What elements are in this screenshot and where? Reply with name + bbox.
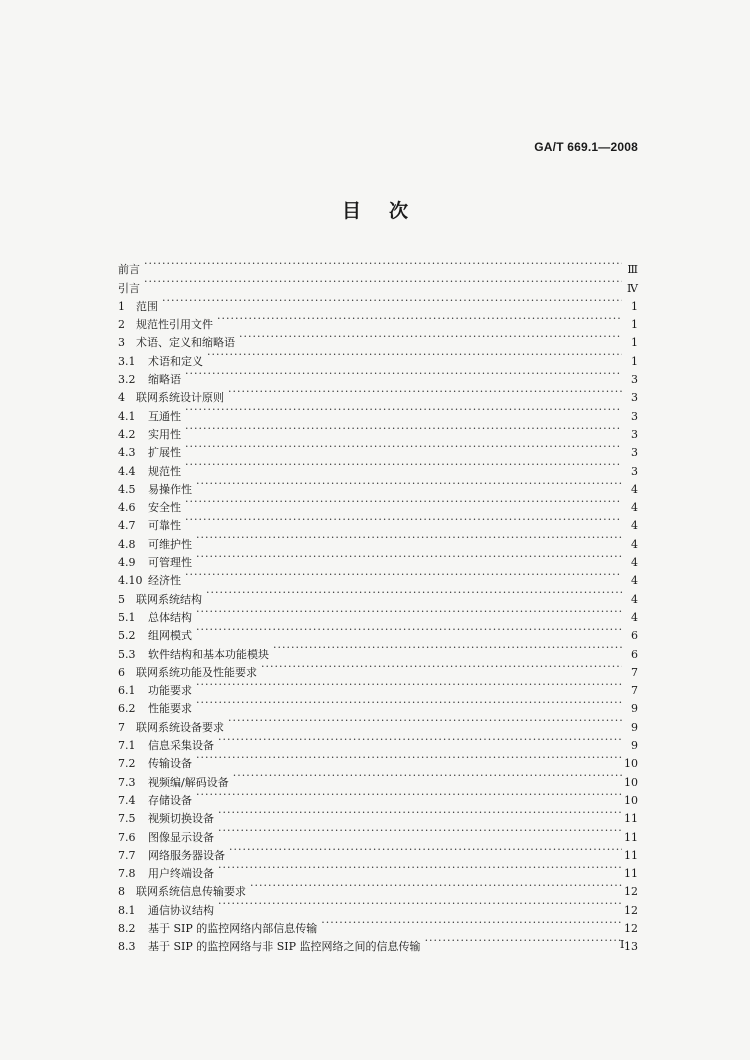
toc-entry-label: 网络服务器设备 xyxy=(148,848,225,862)
toc-entry-page: 3 xyxy=(631,409,638,423)
toc-entry xyxy=(118,401,638,423)
toc-entry-page: Ⅳ xyxy=(627,281,638,295)
toc-entry-label: 功能要求 xyxy=(148,684,192,698)
toc-entry-number: 7.8 xyxy=(118,867,136,881)
toc-leader-dots xyxy=(185,365,622,383)
toc-entry xyxy=(118,804,638,826)
toc-entry xyxy=(118,603,638,624)
toc-entry-page: 10 xyxy=(624,757,638,771)
toc-entry-page: 3 xyxy=(631,427,638,441)
toc-entry-page: 4 xyxy=(631,519,638,533)
toc-leader-dots xyxy=(217,310,622,328)
toc-leader-dots xyxy=(144,255,622,273)
toc-leader-dots xyxy=(273,639,622,657)
toc-entry-page: 11 xyxy=(624,830,638,844)
toc-entry xyxy=(118,676,638,698)
toc-entry-label: 前言 xyxy=(118,263,140,277)
toc-entry xyxy=(118,365,638,387)
toc-entry-page: 13 xyxy=(624,940,638,954)
toc-entry-label: 视频切换设备 xyxy=(148,812,214,826)
toc-entry-page: 6 xyxy=(631,647,638,661)
toc-entry-page: 4 xyxy=(631,537,638,551)
toc-entry xyxy=(118,475,638,496)
toc-entry xyxy=(118,383,638,405)
toc-leader-dots xyxy=(196,749,622,767)
toc-entry xyxy=(118,456,638,478)
toc-entry-label: 通信协议结构 xyxy=(148,903,214,917)
toc-leader-dots xyxy=(144,273,622,291)
toc-leader-dots xyxy=(185,401,622,419)
toc-leader-dots xyxy=(196,475,622,493)
toc-entry-label: 图像显示设备 xyxy=(148,830,214,844)
toc-entry-label: 总体结构 xyxy=(148,610,192,624)
toc-entry-page: 12 xyxy=(624,903,638,917)
toc-entry xyxy=(118,420,638,441)
toc-leader-dots xyxy=(250,877,622,895)
toc-entry-page: 10 xyxy=(624,775,638,789)
toc-entry-number: 4.10 xyxy=(118,574,143,588)
toc-entry-page: 4 xyxy=(631,610,638,624)
toc-entry-page: 1 xyxy=(631,299,638,313)
toc-leader-dots xyxy=(196,548,622,566)
toc-entry-page: 11 xyxy=(624,867,638,881)
toc-leader-dots xyxy=(207,346,622,364)
toc-entry-page: 1 xyxy=(631,318,638,332)
toc-entry xyxy=(118,548,638,570)
toc-leader-dots xyxy=(185,420,622,438)
toc-leader-dots xyxy=(218,804,622,822)
toc-entry-label: 基于 SIP 的监控网络与非 SIP 监控网络之间的信息传输 xyxy=(148,940,421,954)
toc-entry-page: 7 xyxy=(631,665,638,679)
toc-entry-page: 4 xyxy=(631,574,638,588)
toc-entry-page: 9 xyxy=(631,702,638,716)
toc-leader-dots xyxy=(196,694,622,712)
toc-leader-dots xyxy=(185,456,622,474)
toc-leader-dots xyxy=(206,584,622,602)
toc-entry-number: 4.3 xyxy=(118,446,136,460)
toc-entry-page: 12 xyxy=(624,921,638,935)
toc-entry-label: 联网系统功能及性能要求 xyxy=(136,665,257,679)
page-title: 目次 xyxy=(341,200,436,222)
toc-entry-number: 7.4 xyxy=(118,793,136,807)
toc-entry xyxy=(118,310,638,332)
toc-entry-number: 6 xyxy=(118,665,125,679)
toc-entry xyxy=(118,511,638,533)
toc-entry xyxy=(118,749,638,771)
toc-entry-label: 引言 xyxy=(118,281,140,295)
toc-entry-number: 5.2 xyxy=(118,629,136,643)
toc-entry-number: 1 xyxy=(118,299,125,313)
toc-leader-dots xyxy=(196,676,622,694)
toc-leader-dots xyxy=(196,529,622,547)
toc-entry-page: 11 xyxy=(624,812,638,826)
toc-entry-number: 5 xyxy=(118,592,125,606)
toc-entry-page: 3 xyxy=(631,373,638,387)
toc-entry-label: 组网模式 xyxy=(148,629,192,643)
toc-entry-label: 联网系统设备要求 xyxy=(136,720,224,734)
toc-leader-dots xyxy=(261,658,622,676)
toc-entry-page: 4 xyxy=(631,556,638,570)
toc-entry-label: 传输设备 xyxy=(148,757,192,771)
toc-entry-label: 视频编/解码设备 xyxy=(148,775,229,789)
toc-leader-dots xyxy=(425,932,625,951)
toc-leader-dots xyxy=(218,859,622,877)
toc-entry-label: 易操作性 xyxy=(148,482,192,496)
toc-entry-label: 存储设备 xyxy=(148,793,192,807)
toc-entry-number: 4.4 xyxy=(118,464,136,478)
toc-entry-number: 3 xyxy=(118,336,125,350)
toc-leader-dots xyxy=(228,712,622,730)
toc-entry-page: 9 xyxy=(631,720,638,734)
toc-entry xyxy=(118,712,638,734)
toc-entry-page: 4 xyxy=(631,592,638,606)
toc-entry-page: 1 xyxy=(631,336,638,350)
toc-entry-number: 4.6 xyxy=(118,501,136,515)
document-number: GA/T 669.1—2008 xyxy=(534,140,638,154)
toc-entry-label: 联网系统信息传输要求 xyxy=(136,885,246,899)
toc-entry-number: 4.5 xyxy=(118,482,136,496)
toc-entry-number: 8.3 xyxy=(118,940,136,954)
toc-entry xyxy=(118,255,638,277)
toc-entry-number: 7.3 xyxy=(118,775,136,789)
toc-leader-dots xyxy=(162,292,622,310)
toc-entry xyxy=(118,292,638,313)
toc-leader-dots xyxy=(185,566,622,584)
toc-entry-label: 实用性 xyxy=(148,427,181,441)
toc-entry xyxy=(118,438,638,460)
toc-entry xyxy=(118,566,638,588)
toc-leader-dots xyxy=(196,621,622,639)
toc-entry-label: 术语、定义和缩略语 xyxy=(136,336,235,350)
toc-entry-label: 范围 xyxy=(136,299,158,313)
toc-entry-number: 7.6 xyxy=(118,830,136,844)
toc-entry-label: 互通性 xyxy=(148,409,181,423)
toc-entry-page: 12 xyxy=(624,885,638,899)
toc-entry xyxy=(118,639,638,661)
toc-entry-label: 信息采集设备 xyxy=(148,739,214,753)
toc-entry-number: 7 xyxy=(118,720,125,734)
toc-entry-label: 可维护性 xyxy=(148,537,192,551)
toc-entry-label: 联网系统设计原则 xyxy=(136,391,224,405)
toc-entry-page: 6 xyxy=(631,629,638,643)
toc-leader-dots xyxy=(239,328,622,346)
toc-entry-number: 6.2 xyxy=(118,702,136,716)
toc-entry-page: 3 xyxy=(631,391,638,405)
toc-entry-number: 8.1 xyxy=(118,903,136,917)
toc-leader-dots xyxy=(233,767,622,785)
toc-entry-number: 4.8 xyxy=(118,537,136,551)
toc-leader-dots xyxy=(185,438,622,456)
toc-entry-number: 3.2 xyxy=(118,373,136,387)
toc-entry-number: 4.9 xyxy=(118,556,136,570)
toc-entry-label: 性能要求 xyxy=(148,702,192,716)
toc-leader-dots xyxy=(218,895,622,913)
toc-entry xyxy=(118,694,638,716)
toc-entry-number: 2 xyxy=(118,318,125,332)
toc-entry-label: 经济性 xyxy=(148,574,181,588)
toc-leader-dots xyxy=(229,841,622,859)
toc-entry-number: 7.2 xyxy=(118,757,136,771)
toc-entry xyxy=(118,786,638,807)
toc-entry-label: 基于 SIP 的监控网络内部信息传输 xyxy=(148,921,318,935)
toc-entry-label: 可管理性 xyxy=(148,556,192,570)
toc-entry-page: Ⅲ xyxy=(627,263,638,277)
toc-entry-label: 用户终端设备 xyxy=(148,867,214,881)
toc-entry-label: 软件结构和基本功能模块 xyxy=(148,647,269,661)
toc-entry xyxy=(118,273,638,295)
toc-entry-number: 8 xyxy=(118,885,125,899)
toc-entry-number: 7.5 xyxy=(118,812,136,826)
toc-leader-dots xyxy=(321,914,622,932)
toc-entry-page: 1 xyxy=(631,354,638,368)
toc-entry-page: 3 xyxy=(631,464,638,478)
toc-leader-dots xyxy=(185,511,622,529)
toc-entry-label: 联网系统结构 xyxy=(136,592,202,606)
toc-leader-dots xyxy=(185,493,622,511)
toc-leader-dots xyxy=(218,822,622,840)
toc-leader-dots xyxy=(196,786,622,804)
toc-entry xyxy=(118,767,638,789)
toc-entry-number: 4 xyxy=(118,391,125,405)
toc-entry-label: 可靠性 xyxy=(148,519,181,533)
toc-leader-dots xyxy=(228,383,622,401)
toc-leader-dots xyxy=(196,603,622,621)
toc-entry-page: 7 xyxy=(631,684,638,698)
toc-entry-number: 5.3 xyxy=(118,647,136,661)
toc-entry xyxy=(118,493,638,515)
toc-entry-page: 9 xyxy=(631,739,638,753)
toc-entry-number: 8.2 xyxy=(118,921,136,935)
toc-entry-number: 7.1 xyxy=(118,739,136,753)
toc-entry-page: 4 xyxy=(631,482,638,496)
page-number: Ⅰ xyxy=(620,938,625,951)
toc-entry-number: 6.1 xyxy=(118,684,136,698)
toc-entry-label: 扩展性 xyxy=(148,446,181,460)
toc-entry-number: 3.1 xyxy=(118,354,136,368)
toc-entry-number: 4.1 xyxy=(118,409,136,423)
toc-entry-label: 安全性 xyxy=(148,501,181,515)
toc-entry-label: 规范性引用文件 xyxy=(136,318,213,332)
toc-entry-page: 4 xyxy=(631,501,638,515)
toc-entry xyxy=(118,621,638,643)
toc-entry-number: 4.2 xyxy=(118,427,136,441)
toc-entry-label: 规范性 xyxy=(148,464,181,478)
toc-entry-label: 缩略语 xyxy=(148,373,181,387)
toc-entry xyxy=(118,584,638,606)
toc-entry-page: 11 xyxy=(624,848,638,862)
toc-leader-dots xyxy=(218,731,622,749)
toc-entry-number: 7.7 xyxy=(118,848,136,862)
toc-entry xyxy=(118,529,638,551)
toc-entry-page: 10 xyxy=(624,793,638,807)
toc-entry-number: 4.7 xyxy=(118,519,136,533)
toc-entry-page: 3 xyxy=(631,446,638,460)
toc-entry-label: 术语和定义 xyxy=(148,354,203,368)
table-of-contents xyxy=(118,255,638,954)
toc-entry-number: 5.1 xyxy=(118,610,136,624)
